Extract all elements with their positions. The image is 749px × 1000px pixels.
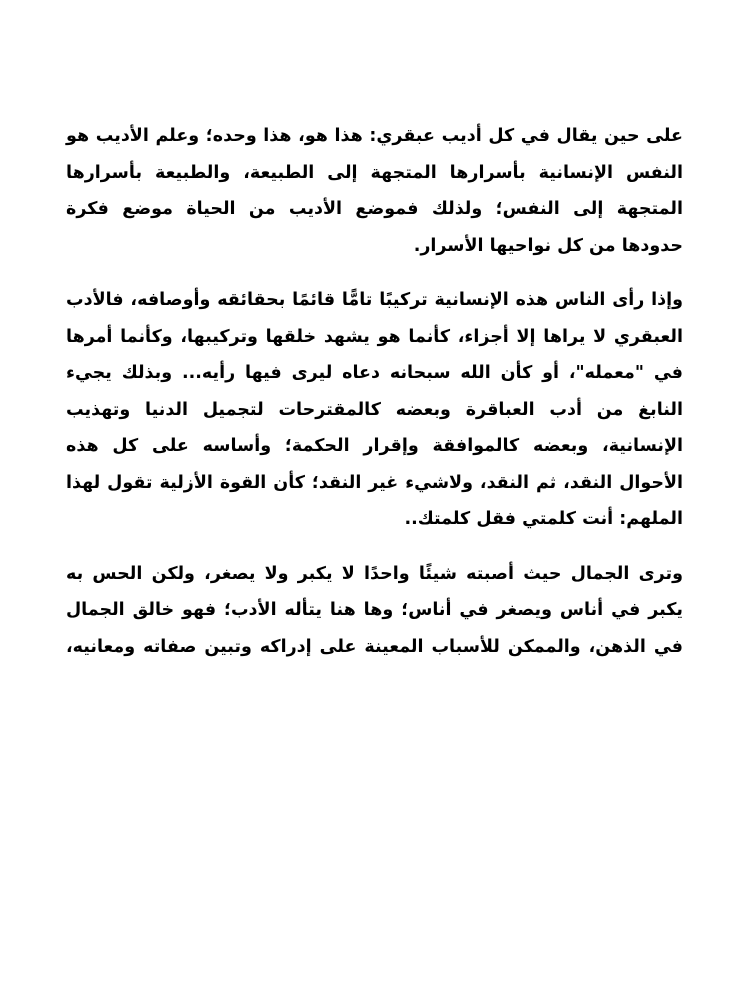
text-line: على حين يقال في كل أديب عبقري: هذا هو، هذا وحده؛ وعلم الأديب هو: [66, 126, 683, 146]
text-line: في الذهن، والممكن للأسباب المعينة على إدراكه وتبين صفاته ومعانيه،: [66, 636, 683, 657]
text-line: العبقري لا يراها إلا أجزاء، كأنما هو يشهد خلقها وتركيبها، وكأنما أمرها: [66, 326, 683, 347]
text-line: الإنسانية، وبعضه كالموافقة وإقرار الحكمة؛ وأساسه على كل هذه: [66, 436, 683, 456]
document-page: [66, 118, 683, 683]
paragraph-2: [66, 282, 683, 538]
text-line: وإذا رأى الناس هذه الإنسانية تركيبًا تامًّا قائمًا بحقائقه وأوصافه، فالأدب: [66, 290, 683, 310]
text-line: في "معمله"، أو كأن الله سبحانه دعاه ليرى فيها رأيه... وبذلك يجيء: [66, 363, 683, 383]
text-line: المتجهة إلى النفس؛ ولذلك فموضع الأديب من الحياة موضع فكرة: [66, 199, 683, 219]
text-line: حدودها من كل نواحيها الأسرار.: [413, 235, 683, 256]
text-line: النابغ من أدب العباقرة وبعضه كالمقترحات لتجميل الدنيا وتهذيب: [66, 399, 683, 420]
paragraph-1: [66, 118, 683, 264]
text-line: الملهم: أنت كلمتي فقل كلمتك..: [404, 509, 683, 529]
text-line: الأحوال النقد، ثم النقد، ولاشيء غير النقد؛ كأن القوة الأزلية تقول لهذا: [66, 472, 683, 493]
paragraph-3: [66, 556, 683, 666]
text-line: النفس الإنسانية بأسرارها المتجهة إلى الطبيعة، والطبيعة بأسرارها: [66, 162, 683, 183]
text-line: يكبر في أناس ويصغر في أناس؛ وها هنا يتأله الأدب؛ فهو خالق الجمال: [66, 600, 683, 620]
text-line: وترى الجمال حيث أصبته شيئًا واحدًا لا يكبر ولا يصغر، ولكن الحس به: [66, 563, 683, 584]
